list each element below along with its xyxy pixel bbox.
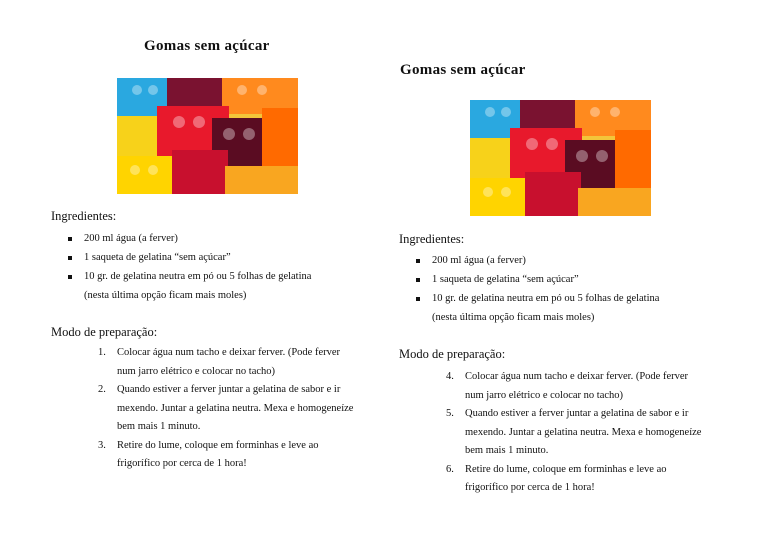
recipe-title: Gomas sem açúcar [400, 62, 526, 78]
recipe-title: Gomas sem açúcar [144, 38, 270, 54]
list-item: 10 gr. de gelatina neutra em pó ou 5 folhas de gelatina [68, 267, 368, 286]
list-item: 1 saqueta de gelatina “sem açúcar” [416, 270, 716, 289]
ingredients-heading: Ingredientes: [399, 232, 465, 246]
ingredients-heading: Ingredientes: [51, 209, 117, 223]
step-item: 5. Quando estiver a ferver juntar a gelatina de sabor e ir mexendo. Juntar a gelatina neutra. Mexa e homogeneíze bem mais 1 minuto. [446, 408, 702, 456]
method-steps [446, 368, 706, 498]
ingredient-note: (nesta última opção ficam mais moles) [432, 312, 595, 323]
bullet-icon [416, 297, 420, 301]
step-item: 3. Retire do lume, coloque em forminhas e leve ao frigorífico por cerca de 1 hora! [98, 439, 319, 469]
step-item: 2. Quando estiver a ferver juntar a gelatina de sabor e ir mexendo. Juntar a gelatina neutra. Mexa e homogeneíze bem mais 1 minuto. [98, 384, 354, 432]
bullet-icon [68, 237, 72, 241]
method-heading: Modo de preparação: [51, 325, 158, 339]
gummy-candies-photo [470, 100, 651, 216]
list-item: 200 ml água (a ferver) [68, 229, 368, 248]
list-item: 200 ml água (a ferver) [416, 251, 716, 270]
ingredient-note: (nesta última opção ficam mais moles) [84, 290, 247, 301]
method-steps [98, 344, 358, 474]
bullet-icon [416, 278, 420, 282]
step-item: 6. Retire do lume, coloque em forminhas e leve ao frigorífico por cerca de 1 hora! [446, 463, 667, 493]
step-item: 1. Colocar água num tacho e deixar ferver. (Pode ferver num jarro elétrico e colocar no tacho) [98, 347, 341, 377]
gummy-candies-photo [117, 78, 298, 194]
list-item: 1 saqueta de gelatina “sem açúcar” [68, 248, 368, 267]
bullet-icon [68, 256, 72, 260]
bullet-icon [68, 275, 72, 279]
ingredients-list [68, 229, 368, 305]
ingredients-list [416, 251, 716, 327]
list-item: 10 gr. de gelatina neutra em pó ou 5 folhas de gelatina [416, 289, 716, 308]
step-item: 4. Colocar água num tacho e deixar ferver. (Pode ferver num jarro elétrico e colocar no tacho) [446, 371, 689, 401]
bullet-icon [416, 259, 420, 263]
method-heading: Modo de preparação: [399, 347, 506, 361]
